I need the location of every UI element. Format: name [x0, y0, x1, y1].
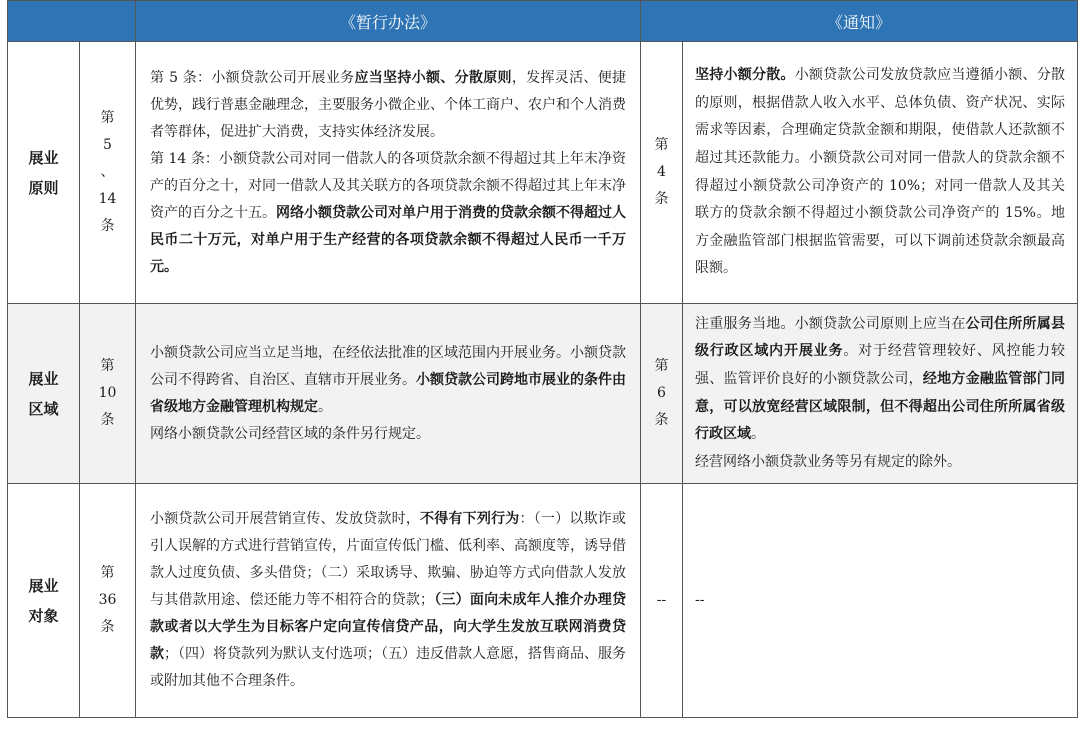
- article-number-interim: [80, 304, 136, 484]
- comparison-table: [7, 0, 1078, 718]
- text-segment: 小额贷款公司发放贷款应当遵循小额、分散的原则，根据借款人收入水平、总体负债、资产状况、实际需求等因素，合理确定贷款金额和期限，使借款人还款额不超过其还款能力。小额贷款公司对同一借款人的贷款余额不得超过小额贷款公司净资产的 10%；对同一借款人及其关联方的贷款余额不得超过小额贷款公司净资产的 15%。地方金融监管部门根据监管需要，可以下调前述贷款余额最高限额。: [695, 67, 1066, 277]
- paragraph: [150, 421, 626, 448]
- section-label: [8, 304, 80, 484]
- article-number-line: 第: [654, 358, 669, 374]
- article-number-line: 4: [657, 164, 666, 180]
- section-label-line: 展业: [28, 148, 59, 167]
- article-number-line: 第: [654, 137, 669, 153]
- bold-text: （三）面向未成年人推介办理贷款或者以大学生为目标客户定向宣传信贷产品，向大学生发放互联网消费贷款: [150, 592, 627, 662]
- table-row: [8, 484, 1078, 718]
- paragraph: [695, 449, 1065, 477]
- section-label: [8, 484, 80, 718]
- notice-text: [683, 42, 1078, 304]
- notice-text: [683, 304, 1078, 484]
- text-segment: 经营网络小额贷款业务等另有规定的除外。: [695, 453, 961, 470]
- paragraph: [150, 65, 626, 146]
- article-number-notice: [641, 484, 683, 718]
- article-number-line: 6: [657, 385, 666, 401]
- bold-text: 经地方金融监管部门同意，可以放宽经营区域限制，但不得超出公司住所所属省级行政区域: [695, 370, 1066, 443]
- bold-text: 公司住所所属县级行政区域内开展业务: [695, 315, 1066, 360]
- text-segment: ：（一）以欺诈或引人误解的方式进行营销宣传，片面宣传低门槛、低利率、高额度等，诱导借款人过度负债、多头借贷；（二）采取诱导、欺骗、胁迫等方式向借款人发放与其借款用途、偿还能力等不相符合的贷款；: [150, 511, 627, 608]
- section-label-line: 原则: [28, 178, 59, 197]
- article-number-line: 第: [100, 565, 115, 581]
- article-number-line: 条: [100, 218, 115, 234]
- article-number-interim: [80, 484, 136, 718]
- paragraph: [150, 506, 626, 695]
- text-segment: 。对于经营管理较好、风控能力较强、监管评价良好的小额贷款公司，: [695, 343, 1066, 387]
- article-number-line: 条: [100, 619, 115, 635]
- text-segment: 。: [318, 398, 332, 415]
- text-segment: ；（四）将贷款列为默认支付选项；（五）违反借款人意愿，搭售商品、服务或附加其他不合理条件。: [150, 646, 626, 689]
- notice-text: [683, 484, 1078, 718]
- article-number-notice: [641, 304, 683, 484]
- text-segment: 网络小额贷款公司经营区域的条件另行规定。: [150, 425, 430, 442]
- section-label-line: 对象: [28, 606, 59, 625]
- article-number-line: 条: [100, 412, 115, 428]
- interim-measures-text: [136, 42, 641, 304]
- paragraph: [150, 146, 626, 281]
- text-segment: 注重服务当地。小额贷款公司原则上应当在: [695, 315, 966, 332]
- header-row: [8, 1, 1078, 42]
- text-segment: 小额贷款公司应当立足当地，在经依法批准的区域范围内开展业务。小额贷款公司不得跨省、自治区、直辖市开展业务。: [150, 344, 626, 388]
- article-number-line: 、: [100, 164, 115, 180]
- text-segment: 第 5 条：小额贷款公司开展业务: [150, 69, 355, 86]
- bold-text: 小额贷款公司跨地市展业的条件由省级地方金融管理机构规定: [150, 371, 626, 415]
- article-number-line: 10: [98, 385, 117, 401]
- article-number-line: 条: [654, 191, 669, 207]
- article-number-interim: [80, 42, 136, 304]
- bold-text: 不得有下列行为: [420, 511, 520, 527]
- section-label-line: 展业: [28, 576, 59, 595]
- article-number-line: --: [656, 592, 667, 608]
- article-number-line: 条: [654, 412, 669, 428]
- table-row: [8, 42, 1078, 304]
- article-number-line: 第: [100, 358, 115, 374]
- article-number-line: 5: [103, 137, 112, 153]
- text-segment: ，发挥灵活、便捷优势，践行普惠金融理念，主要服务小微企业、个体工商户、农户和个人消费者等群体，促进扩大消费，支持实体经济发展。: [150, 69, 627, 140]
- text-segment: 。: [751, 426, 765, 443]
- header-col-notice: 《通知》: [641, 1, 1078, 42]
- article-number-notice: [641, 42, 683, 304]
- text-segment: 第 14 条：小额贷款公司对同一借款人的各项贷款余额不得超过其上年末净资产的百分之十，对同一借款人及其关联方的各项贷款余额不得超过其上年末净资产的百分之十五。: [150, 150, 626, 221]
- bold-text: 坚持小额分散。: [695, 67, 795, 84]
- article-number-line: 14: [98, 191, 117, 207]
- header-col-interim-measures: 《暂行办法》: [136, 1, 641, 42]
- bold-text: 应当坚持小额、分散原则: [354, 69, 512, 86]
- article-number-line: 36: [98, 592, 117, 608]
- article-number-line: 第: [100, 110, 115, 126]
- section-label-line: 展业: [28, 369, 59, 388]
- section-label-line: 区域: [28, 399, 59, 418]
- text-segment: --: [695, 591, 705, 608]
- table-row: [8, 304, 1078, 484]
- bold-text: 网络小额贷款公司对单户用于消费的贷款余额不得超过人民币二十万元，对单户用于生产经营的各项贷款余额不得超过人民币一千万元。: [150, 204, 626, 275]
- paragraph: [695, 311, 1065, 449]
- header-blank: [8, 1, 136, 42]
- paragraph: [695, 587, 1065, 615]
- paragraph: [695, 62, 1065, 283]
- interim-measures-text: [136, 304, 641, 484]
- interim-measures-text: [136, 484, 641, 718]
- paragraph: [150, 340, 626, 421]
- text-segment: 小额贷款公司开展营销宣传、发放贷款时，: [150, 511, 421, 527]
- section-label: [8, 42, 80, 304]
